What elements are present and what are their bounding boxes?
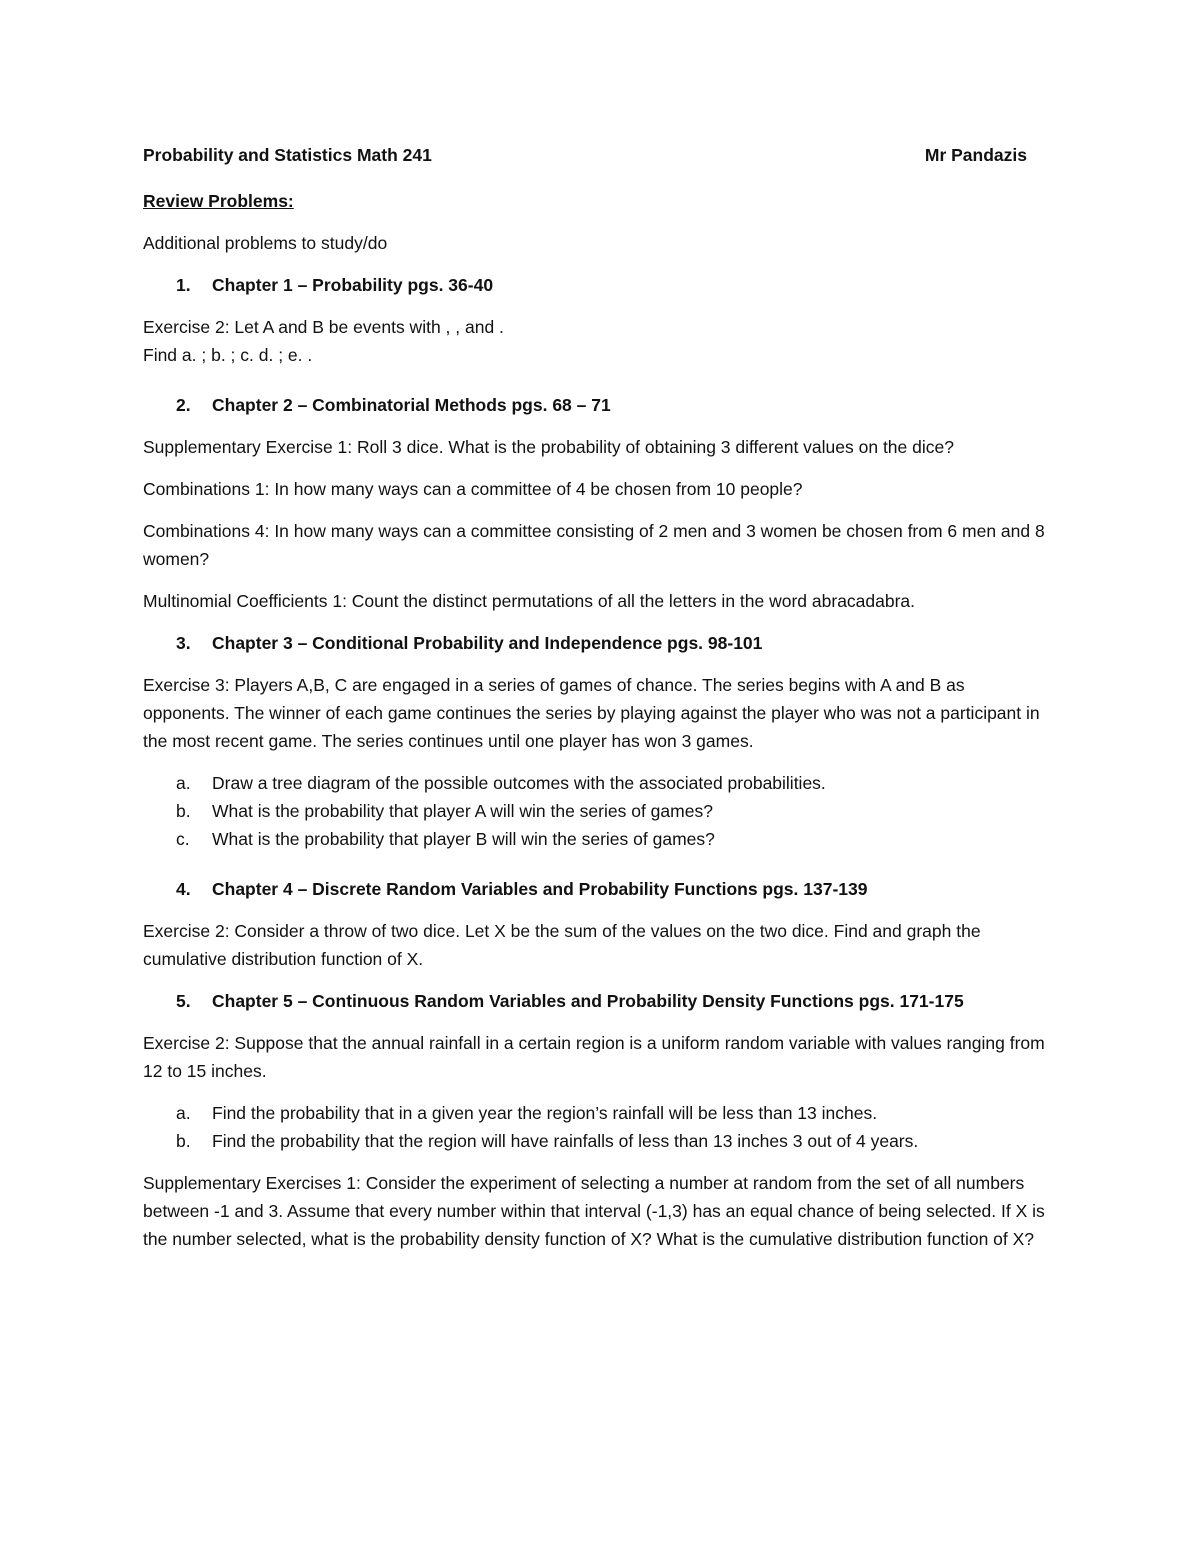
chapter-1-heading: [143, 271, 1053, 299]
list-item-text: Draw a tree diagram of the possible outcomes with the associated probabilities.: [212, 773, 826, 793]
chapter-1-exercise: [143, 313, 1053, 369]
course-title: Probability and Statistics Math 241: [143, 145, 432, 165]
exercise-text: Exercise 2: Let A and B be events with , , and .: [143, 317, 504, 337]
list-marker: a.: [176, 773, 191, 793]
list-item-text: What is the probability that player B will win the series of games?: [212, 829, 715, 849]
sub-question-list: [143, 769, 1053, 853]
chapter-number: 1.: [176, 275, 191, 295]
exercise-text: Supplementary Exercises 1: Consider the experiment of selecting a number at random from the set of all numbers between -1 and 3. Assume that every number within that interval (-1,3) has an equal chance of being selected. If X is the number selected, what is the probability density function of X? What is the cumulative distribution function of X?: [143, 1173, 1045, 1249]
list-item: [143, 797, 1053, 825]
intro-text: Additional problems to study/do: [143, 233, 388, 253]
document-header: [143, 141, 1053, 171]
list-marker: c.: [176, 829, 190, 849]
chapter-5-heading: [143, 987, 1053, 1015]
list-item-text: What is the probability that player A will win the series of games?: [212, 801, 713, 821]
list-item: [143, 769, 1053, 797]
list-item-text: Find the probability that the region will have rainfalls of less than 13 inches 3 out of 4 years.: [212, 1131, 919, 1151]
chapter-3-heading: [143, 629, 1053, 657]
sub-question-list: [143, 1099, 1053, 1155]
chapter-number: 2.: [176, 395, 191, 415]
chapter-title: Chapter 1 – Probability pgs. 36-40: [212, 275, 494, 295]
chapter-4-heading: [143, 875, 1053, 903]
chapter-number: 5.: [176, 991, 191, 1011]
chapter-number: 3.: [176, 633, 191, 653]
teacher-name: Mr Pandazis: [924, 145, 1027, 165]
list-item: [143, 825, 1053, 853]
chapter-number: 4.: [176, 879, 191, 899]
chapter-title: Chapter 4 – Discrete Random Variables and Probability Functions pgs. 137-139: [212, 879, 868, 899]
list-item-text: Find the probability that in a given year the region’s rainfall will be less than 13 inches.: [212, 1103, 878, 1123]
exercise-text: Combinations 1: In how many ways can a committee of 4 be chosen from 10 people?: [143, 479, 803, 499]
exercise-text: Exercise 2: Suppose that the annual rainfall in a certain region is a uniform random variable with values ranging from 12 to 15 inches.: [143, 1033, 1045, 1081]
exercise-text: Exercise 3: Players A,B, C are engaged in a series of games of chance. The series begins with A and B as opponents. The winner of each game continues the series by playing against the player who was not a participant in the most recent game. The series continues until one player has won 3 games.: [143, 675, 1040, 751]
review-heading: Review Problems:: [143, 191, 294, 211]
exercise-text: Exercise 2: Consider a throw of two dice. Let X be the sum of the values on the two dice. Find and graph the cumulative distribution function of X.: [143, 921, 981, 969]
list-marker: b.: [176, 1131, 191, 1151]
chapter-title: Chapter 3 – Conditional Probability and Independence pgs. 98-101: [212, 633, 763, 653]
list-marker: b.: [176, 801, 191, 821]
list-marker: a.: [176, 1103, 191, 1123]
chapter-2-heading: [143, 391, 1053, 419]
list-item: [143, 1099, 1053, 1127]
chapter-title: Chapter 2 – Combinatorial Methods pgs. 68 – 71: [212, 395, 611, 415]
chapter-title: Chapter 5 – Continuous Random Variables and Probability Density Functions pgs. 171-175: [212, 991, 964, 1011]
exercise-text: Find a. ; b. ; c. d. ; e. .: [143, 345, 313, 365]
exercise-text: Multinomial Coefficients 1: Count the distinct permutations of all the letters in the word abracadabra.: [143, 591, 916, 611]
exercise-text: Combinations 4: In how many ways can a committee consisting of 2 men and 3 women be chosen from 6 men and 8 women?: [143, 521, 1045, 569]
exercise-text: Supplementary Exercise 1: Roll 3 dice. What is the probability of obtaining 3 different values on the dice?: [143, 437, 954, 457]
list-item: [143, 1127, 1053, 1155]
document-page: [143, 141, 1053, 1267]
